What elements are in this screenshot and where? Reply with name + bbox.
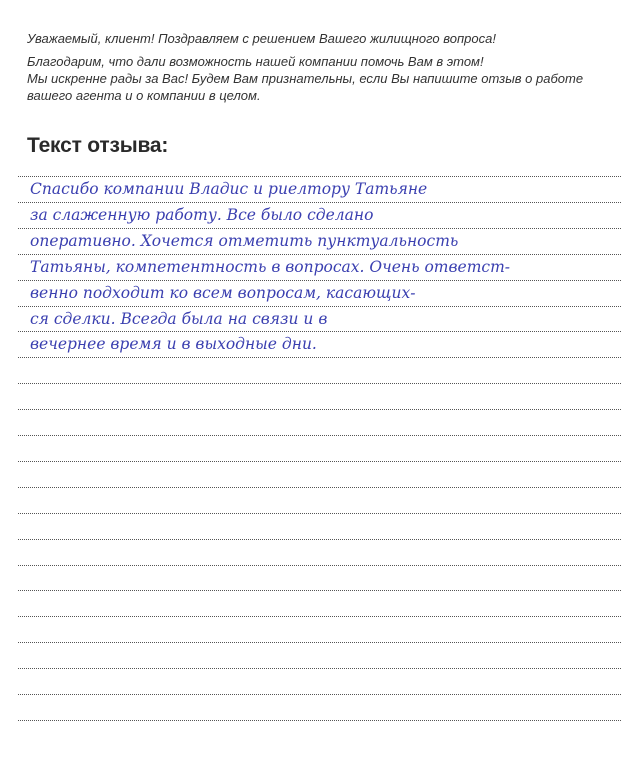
- ruled-line: [18, 590, 621, 591]
- ruled-line: [18, 357, 621, 358]
- ruled-line: [18, 668, 621, 669]
- handwritten-line: Спасибо компании Владис и риелтору Татьяне: [30, 180, 428, 198]
- handwritten-line: оперативно. Хочется отметить пунктуальность: [30, 232, 459, 250]
- ruled-line: [18, 487, 621, 488]
- intro-line-2: Мы искренне рады за Вас! Будем Вам признательны, если Вы напишите отзыв о работе: [27, 71, 584, 86]
- ruled-line: [18, 539, 621, 540]
- intro-line-3: вашего агента и о компании в целом.: [27, 88, 261, 103]
- ruled-line: [18, 383, 621, 384]
- ruled-line: [18, 694, 621, 695]
- ruled-line: [18, 720, 621, 721]
- ruled-line: [18, 435, 621, 436]
- ruled-line: [18, 642, 621, 643]
- review-heading: Текст отзыва:: [27, 134, 169, 157]
- handwritten-line: вечернее время и в выходные дни.: [30, 335, 317, 353]
- handwritten-line: венно подходит ко всем вопросам, касающих-: [30, 284, 416, 302]
- ruled-line: [18, 513, 621, 514]
- ruled-line: [18, 409, 621, 410]
- ruled-line: [18, 565, 621, 566]
- handwritten-line: ся сделки. Всегда была на связи и в: [30, 310, 328, 328]
- greeting-text: Уважаемый, клиент! Поздравляем с решением Вашего жилищного вопроса!: [27, 31, 496, 46]
- ruled-line: [18, 616, 621, 617]
- ruled-line: [18, 461, 621, 462]
- intro-line-1: Благодарим, что дали возможность нашей компании помочь Вам в этом!: [27, 54, 484, 69]
- handwritten-line: за слаженную работу. Все было сделано: [30, 206, 374, 224]
- handwritten-line: Татьяны, компетентность в вопросах. Очень ответст-: [30, 258, 511, 276]
